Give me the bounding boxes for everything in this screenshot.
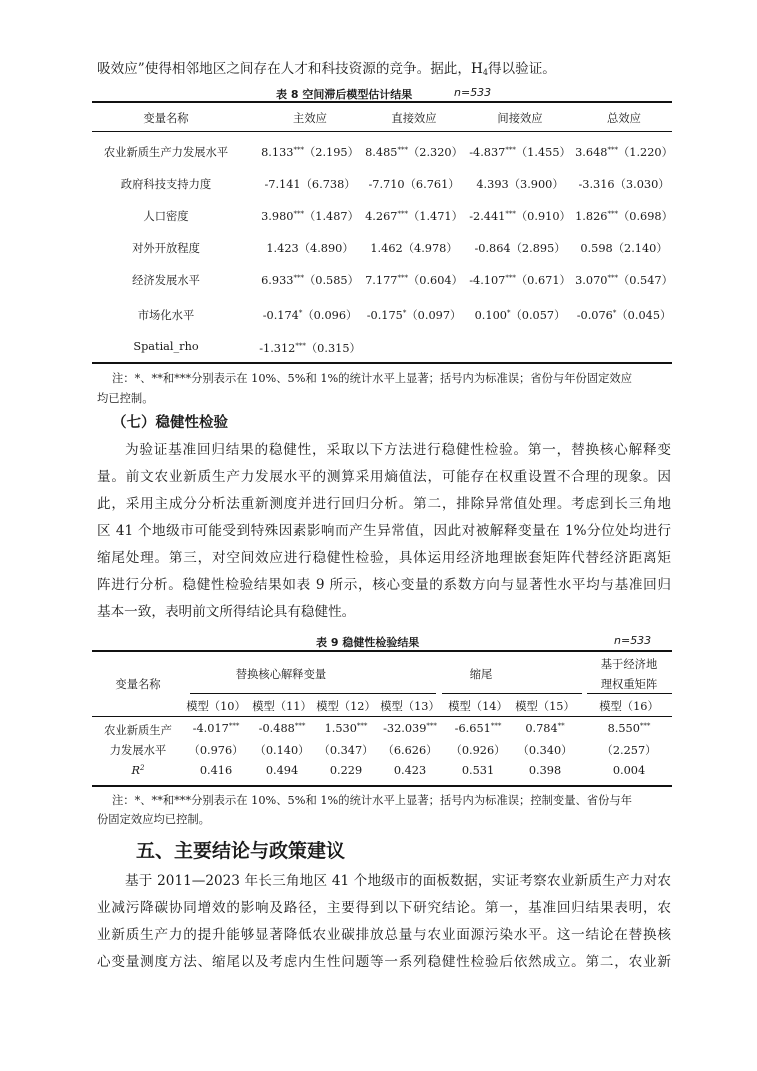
table9-n-label: n=533	[614, 634, 652, 647]
table8-cell: -4.837***（1.455）	[469, 146, 571, 159]
table8-header-var: 变量名称	[143, 112, 189, 125]
table9-row-label-line2: 力发展水平	[109, 744, 167, 757]
table9-group2-header: 缩尾	[469, 668, 493, 681]
table8-cell: -7.710（6.761）	[368, 178, 460, 191]
section7-line: 基本一致，表明前文所得结论具有稳健性。	[97, 604, 356, 620]
table8-cell: 8.133***（2.195）	[261, 146, 359, 159]
table8-cell: 1.462（4.978）	[370, 242, 458, 255]
table9-model-header: 模型（15）	[515, 700, 575, 713]
section5-line: 心变量测度方法、缩尾以及考虑内生性问题等一系列稳健性检验后依然成立。第二，农业新	[97, 954, 671, 970]
table9-model-header: 模型（14）	[448, 700, 508, 713]
table8-cell: 1.826***（0.698）	[575, 210, 673, 223]
table9-se-cell: （0.976）	[188, 744, 244, 757]
table8-header-indirect: 间接效应	[497, 112, 543, 125]
table8-bottom-rule	[92, 362, 672, 364]
table8-cell: -4.107***（0.671）	[469, 274, 571, 287]
section5-line: 业减污降碳协同增效的影响及路径，主要得到以下研究结论。第一，基准回归结果表明，农	[97, 900, 671, 916]
table8-cell: 8.485***（2.320）	[365, 146, 463, 159]
table9-r2-cell: 0.004	[612, 764, 646, 777]
table8-cell: 3.648***（1.220）	[575, 146, 673, 159]
table8-n-label: n=533	[454, 86, 492, 99]
table9-r2-cell: 0.398	[528, 764, 562, 777]
table8-row-label: 市场化水平	[137, 309, 195, 322]
table9-top-rule	[92, 650, 672, 652]
table8-cell: -7.141（6.738）	[264, 178, 356, 191]
table8-caption: 表 8 空间滞后模型估计结果	[276, 88, 413, 101]
table9-coef-cell: 1.530***	[324, 722, 368, 735]
table8-cell: -0.076*（0.045）	[576, 309, 672, 322]
table9-header-var: 变量名称	[115, 678, 161, 691]
table9-model-header: 模型（16）	[599, 700, 659, 713]
table9-model-header: 模型（10）	[186, 700, 246, 713]
table9-coef-cell: 8.550***	[607, 722, 651, 735]
table8-cell: 6.933***（0.585）	[261, 274, 359, 287]
table9-group3-header-line2: 理权重矩阵	[600, 678, 658, 691]
table9-coef-cell: -6.651***	[454, 722, 502, 735]
table8-cell: 0.598（2.140）	[580, 242, 668, 255]
table9-model-header: 模型（12）	[316, 700, 376, 713]
table9-r2-cell: 0.416	[199, 764, 233, 777]
table8-cell: -3.316（3.030）	[578, 178, 670, 191]
table9-r2-label: $R^2$	[131, 764, 145, 777]
table9-r2-cell: 0.531	[461, 764, 495, 777]
table9-group3-header-line1: 基于经济地	[600, 658, 658, 671]
section5-heading: 五、主要结论与政策建议	[136, 840, 346, 862]
table9-r2-cell: 0.423	[393, 764, 427, 777]
table9-model-header: 模型（13）	[380, 700, 440, 713]
table9-group3-rule	[587, 693, 672, 694]
table9-caption: 表 9 稳健性检验结果	[316, 636, 420, 649]
table9-row-label-line1: 农业新质生产	[104, 724, 172, 737]
table9-note-line2: 份固定效应均已控制。	[97, 813, 210, 826]
table8-cell: -0.864（2.895）	[474, 242, 566, 255]
table8-cell: -2.441***（0.910）	[469, 210, 571, 223]
table9-model-header: 模型（11）	[252, 700, 312, 713]
table9-se-cell: （6.626）	[382, 744, 438, 757]
table8-row-label: 经济发展水平	[132, 274, 200, 287]
section5-line: 业新质生产力的提升能够显著降低农业碳排放总量与农业面源污染水平。这一结论在替换核	[97, 927, 671, 943]
table9-se-cell: （0.347）	[318, 744, 374, 757]
table8-note-line1: 注：*、**和***分别表示在 10%、5%和 1%的统计水平上显著；括号内为标准误；省份与年份固定效应	[112, 372, 633, 385]
section7-line: 此，采用主成分分析法重新测度并进行回归分析。第二，排除异常值处理。考虑到长三角地	[97, 496, 671, 512]
table8-row-label: Spatial_rho	[133, 340, 199, 353]
section7-line: 区 41 个地级市可能受到特殊因素影响而产生异常值，因此对被解释变量在 1%分位处均进行	[97, 523, 671, 539]
section7-line: 为验证基准回归结果的稳健性，采取以下方法进行稳健性检验。第一，替换核心解释变	[125, 442, 671, 458]
table8-row-label: 农业新质生产力发展水平	[103, 146, 229, 159]
table9-r2-cell: 0.494	[265, 764, 299, 777]
table9-bottom-rule	[92, 785, 672, 787]
table8-cell: 1.423（4.890）	[266, 242, 354, 255]
table8-cell: 3.070***（0.547）	[575, 274, 673, 287]
table8-header-main: 主效应	[293, 112, 327, 125]
table8-header-rule	[92, 131, 672, 132]
table9-coef-cell: -32.039***	[383, 722, 437, 735]
table9-se-cell: （0.340）	[517, 744, 573, 757]
table9-group2-rule	[442, 693, 582, 694]
section5-line: 基于 2011—2023 年长三角地区 41 个地级市的面板数据，实证考察农业新质生产力对农	[125, 873, 671, 889]
table9-se-cell: （0.140）	[254, 744, 310, 757]
section7-line: 量。前文农业新质生产力发展水平的测算采用熵值法，可能存在权重设置不合理的现象。因	[97, 469, 671, 485]
table8-cell: -1.312***（0.315）	[259, 342, 361, 355]
table8-cell: 3.980***（1.487）	[261, 210, 359, 223]
table9-header-rule	[92, 716, 672, 717]
table9-coef-cell: -4.017***	[192, 722, 240, 735]
table8-row-label: 政府科技支持力度	[120, 178, 212, 191]
table9-se-cell: （2.257）	[601, 744, 657, 757]
table8-cell: -0.175*（0.097）	[366, 309, 462, 322]
top-paragraph-line: 吸效应”使得相邻地区之间存在人才和科技资源的竞争。据此，$H_4$得以验证。	[97, 61, 556, 77]
table8-cell: 4.393（3.900）	[476, 178, 564, 191]
table8-row-label: 人口密度	[143, 210, 189, 223]
table9-r2-cell: 0.229	[329, 764, 363, 777]
table8-cell: 7.177***（0.604）	[365, 274, 463, 287]
table8-cell: 0.100*（0.057）	[474, 309, 566, 322]
table9-coef-cell: 0.784**	[525, 722, 565, 735]
table9-group1-rule	[190, 693, 436, 694]
table8-row-label: 对外开放程度	[132, 242, 200, 255]
section7-line: 阵进行分析。稳健性检验结果如表 9 所示，核心变量的系数方向与显著性水平均与基准回归	[97, 577, 671, 593]
table8-header-total: 总效应	[607, 112, 641, 125]
section7-line: 缩尾处理。第三，对空间效应进行稳健性检验，具体运用经济地理嵌套矩阵代替经济距离矩	[97, 550, 671, 566]
table9-coef-cell: -0.488***	[258, 722, 306, 735]
table8-top-rule	[92, 101, 672, 103]
table9-note-line1: 注：*、**和***分别表示在 10%、5%和 1%的统计水平上显著；括号内为标准误；控制变量、省份与年	[112, 794, 633, 807]
table8-cell: 4.267***（1.471）	[365, 210, 463, 223]
table9-group1-header: 替换核心解释变量	[235, 668, 327, 681]
section7-heading: （七）稳健性检验	[112, 414, 228, 431]
table8-note-line2: 均已控制。	[97, 392, 154, 405]
table8-cell: -0.174*（0.096）	[262, 309, 358, 322]
table9-se-cell: （0.926）	[450, 744, 506, 757]
table8-header-direct: 直接效应	[391, 112, 437, 125]
